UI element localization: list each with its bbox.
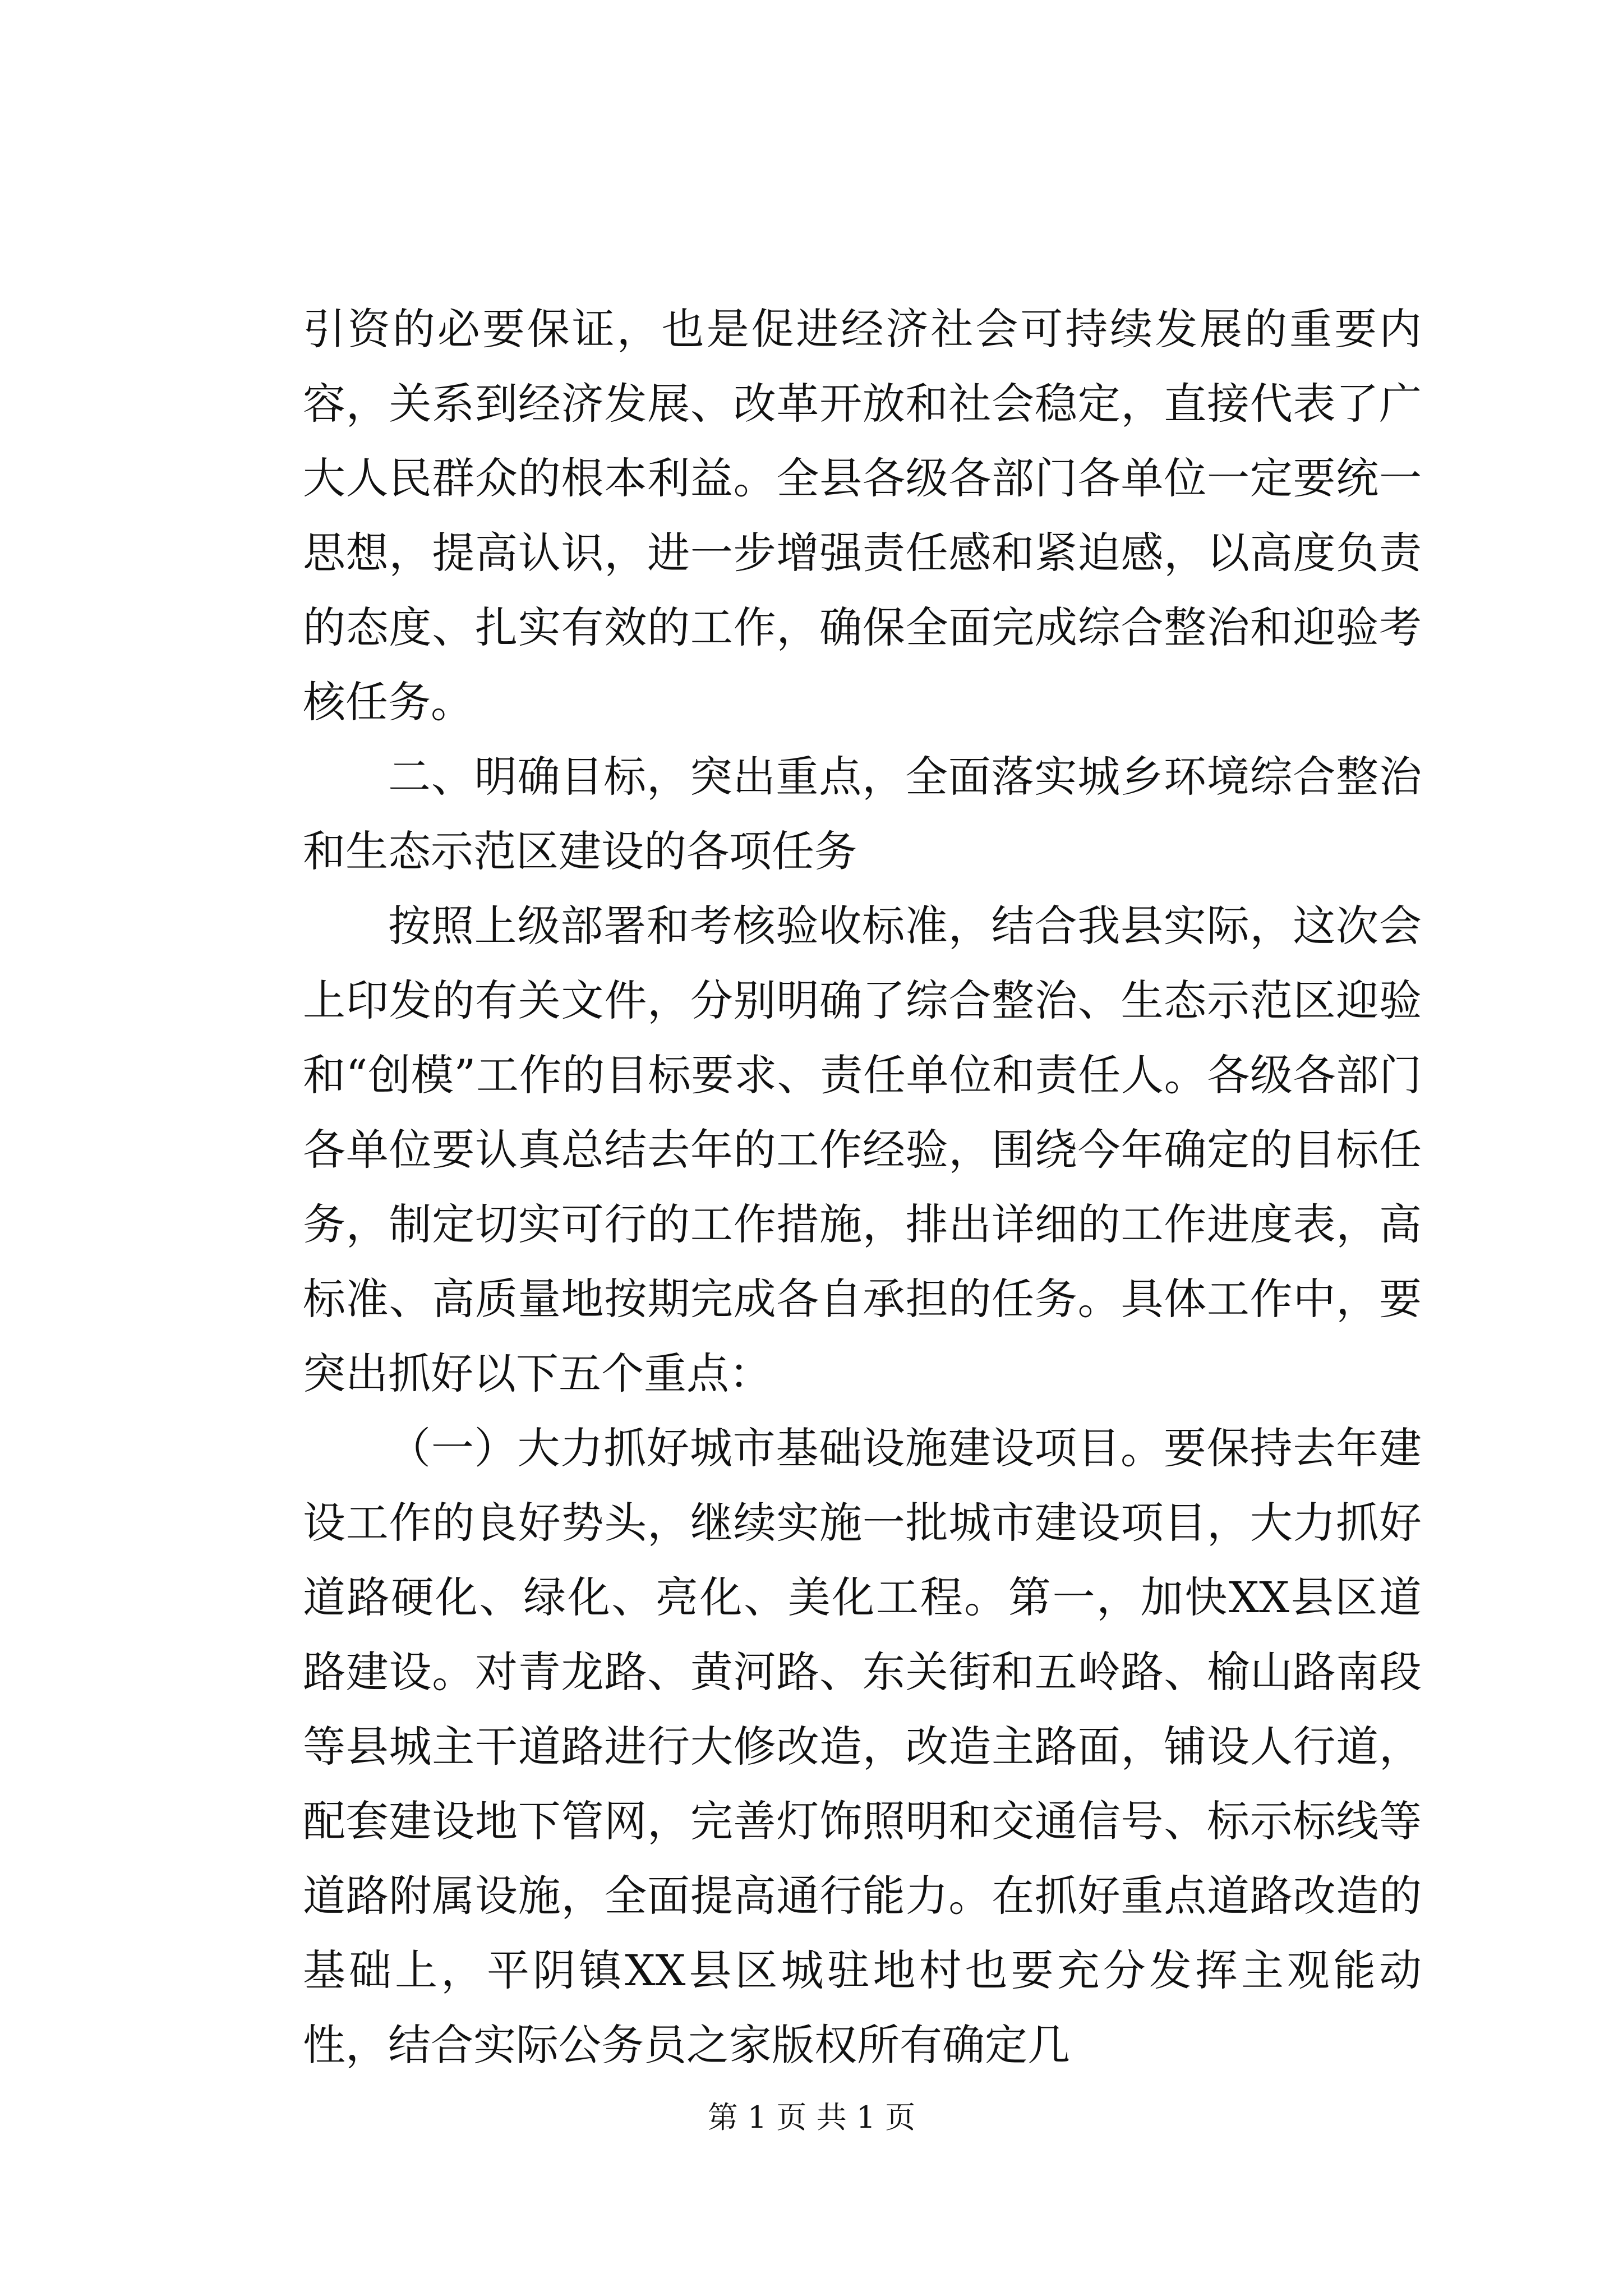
paragraph-continuation: 引资的必要保证，也是促进经济社会可持续发展的重要内容，关系到经济发展、改革开放和社会稳定，直接代表了广大人民群众的根本利益。全县各级各部门各单位一定要统一思想，提高认识，进一步增强责任感和紧迫感，以高度负责的态度、扎实有效的工作，确保全面完成综合整治和迎验考核任务。 [303, 304, 1422, 727]
page-number-label: 第 1 页 共 1 页 [707, 2100, 916, 2135]
paragraph-infrastructure: （一）大力抓好城市基础设施建设项目。要保持去年建设工作的良好势头，继续实施一批城市建设项目，大力抓好道路硬化、绿化、亮化、美化工程。第一，加快XX县区道路建设。对青龙路、黄河路、东关街和五岭路、榆山路南段等县城主干道路进行大修改造，改造主路面，铺设人行道，配套建设地下管网，完善灯饰照明和交通信号、标示标线等道路附属设施，全面提高通行能力。在抓好重点道路改造的基础上，平阴镇XX县区城驻地村也要充分发挥主观能动性，结合实际公务员之家版权所有确定几 [303, 1423, 1422, 2070]
page-footer [0, 2098, 1623, 2137]
section-heading: 二、明确目标，突出重点，全面落实城乡环境综合整治和生态示范区建设的各项任务 [303, 752, 1422, 876]
document-body [303, 292, 1422, 2082]
paragraph-targets: 按照上级部署和考核验收标准，结合我县实际，这次会上印发的有关文件，分别明确了综合整治、生态示范区迎验和“创模”工作的目标要求、责任单位和责任人。各级各部门各单位要认真总结去年的工作经验，围绕今年确定的目标任务，制定切实可行的工作措施，排出详细的工作进度表，高标准、高质量地按期完成各自承担的任务。具体工作中，要突出抓好以下五个重点： [303, 901, 1422, 1398]
